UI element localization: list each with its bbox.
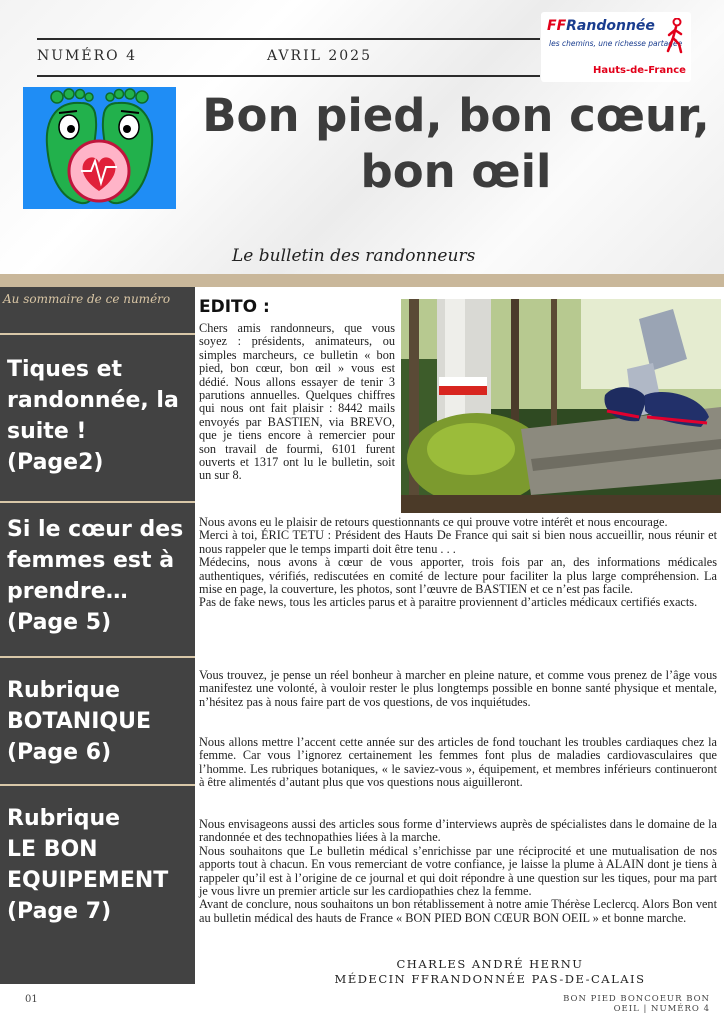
summary-item-line: Tiques et	[7, 357, 123, 382]
edito-title: EDITO :	[199, 297, 270, 317]
summary-item-page: (Page 5)	[7, 610, 112, 635]
summary-item-line: Rubrique	[7, 678, 121, 703]
summary-item-line: prendre…	[7, 579, 128, 604]
page-number: 01	[25, 994, 38, 1005]
hiking-photo	[401, 299, 721, 513]
title-line-1: Bon pied, bon cœur,	[202, 89, 710, 142]
ffrandonnee-logo	[541, 12, 691, 82]
masthead	[0, 0, 724, 275]
summary-item-line: Si le cœur des	[7, 517, 184, 542]
sidebar-divider	[0, 656, 195, 658]
masthead-rule-top	[37, 38, 540, 40]
summary-item-botanique[interactable]	[7, 675, 195, 768]
footer-line: BON PIED BONCOEUR BON	[563, 994, 710, 1004]
edito-paragraph: Pas de fake news, tous les articles parus et à paraitre proviennent d’articles médicaux certifiés exacts.	[199, 595, 698, 610]
summary-item-line: EQUIPEMENT	[7, 868, 169, 893]
edito-block-4	[199, 818, 717, 925]
logo-slogan: les chemins, une richesse partagée	[549, 39, 683, 48]
edito-paragraph: Nous avons eu le plaisir de retours questionnants ce qui prouve votre intérêt et nous encourage.	[199, 515, 668, 529]
newsletter-title	[188, 88, 724, 200]
summary-item-line: BOTANIQUE	[7, 709, 151, 734]
footer-line: OEIL | NUMÉRO 4	[613, 1004, 710, 1014]
edito-paragraph: Avant de conclure, nous souhaitons un bon rétablissement à notre amie Thérèse Leclercq. Alors Bon vent au bulletin médical des hauts de France « BON PIED BON CŒUR BON OEIL » et bonne marche.	[199, 897, 717, 925]
summary-item-line: LE BON	[7, 837, 98, 862]
footer-running-title	[520, 994, 710, 1014]
edito-paragraph: Médecins, nous avons à cœur de vous apporter, trois fois par an, des informations médicales authentiques, vérifiés, rediscutées en comité de lecture pour faciliter la plus large compréhension. La mise en page, la couverture, les photos, sont l’œuvre de BASTIEN et ce n’est pas facile.	[199, 555, 717, 597]
header-divider-band	[0, 274, 724, 287]
logo-ff: FF	[547, 18, 567, 34]
summary-item-page: (Page2)	[7, 450, 104, 475]
summary-item-page: (Page 7)	[7, 899, 112, 924]
masthead-rule-bottom	[37, 75, 540, 77]
edito-block-2	[199, 669, 717, 709]
summary-item-womens-heart[interactable]	[7, 514, 195, 638]
summary-item-ticks[interactable]	[7, 354, 195, 478]
edito-intro: Chers amis randonneurs, que vous soyez : présidents, animateurs, ou simples marcheurs, ce bulletin « bon pied, bon cœur, bon œil » vous est dédié. Nous allons essayer de tenir 3 parutions annuelles. Quelques chiffres qui nous ont fait plaisir : 8442 mails envoyés par BASTIEN, via BREVO, que je tiens encore à remercier pour son travail de fourmi, 6101 furent ouverts et 1317 ont lu le bulletin, soit un sur 8.	[199, 321, 395, 483]
logo-randonnee: Randonnée	[566, 18, 655, 34]
summary-item-line: femmes est à	[7, 548, 175, 573]
logo-region: Hauts-de-France	[593, 65, 686, 76]
edito-signature	[300, 957, 680, 987]
title-line-2: bon œil	[360, 145, 552, 198]
summary-item-equipement[interactable]	[7, 803, 195, 927]
sidebar-divider	[0, 501, 195, 503]
edito-paragraph: Nous envisageons aussi des articles sous forme d’interviews auprès de spécialistes dans le domaine de la randonnée et des technopathies liées à la marche.	[199, 817, 717, 845]
summary-item-page: (Page 6)	[7, 740, 112, 765]
sidebar-divider	[0, 784, 195, 786]
edito-paragraph: Nous souhaitons que Le bulletin médical s’enrichisse par une réciprocité et une mutualisation de nos apports tout à chacun. En vous remerciant de votre confiance, je laisse la plume à ALAIN dont je tiens à rappeler qu’il est à l’origine de ce journal et qui doit répondre à une question sur les tiques, pour ma part je vous livre un premier article sur les cardiopathies chez la femme.	[199, 843, 717, 899]
forest-trail-photo	[401, 299, 721, 513]
issue-number: NUMÉRO 4	[37, 48, 137, 64]
edito-block-1	[199, 516, 717, 610]
summary-item-line: randonnée, la	[7, 388, 179, 413]
signature-role: MÉDECIN FFRANDONNÉE PAS-DE-CALAIS	[334, 972, 646, 986]
summary-item-line: suite !	[7, 419, 87, 444]
newsletter-tagline: Le bulletin des randonneurs	[232, 246, 476, 266]
summary-heading: Au sommaire de ce numéro	[3, 292, 171, 306]
edito-paragraph: Vous trouvez, je pense un réel bonheur à marcher en pleine nature, et comme vous prenez de l’âge vous manifestez une volonté, à vouloir rester le plus longtemps possible en bonne santé physique et mentale, n’hésitez pas à nous faire part de vos questions, de vos inquiétudes.	[199, 668, 717, 709]
signature-name: CHARLES ANDRÉ HERNU	[396, 957, 584, 971]
edito-paragraph: Nous allons mettre l’accent cette année sur des articles de fond touchant les troubles cardiaques chez la femme. Car vous l’ignorez certainement les femmes font plus de maladies cardiovasculaires que l’homme. Les rubriques botaniques, « le saviez-vous », équipement, et membres inférieurs continueront à être alimentés d’autant plus que vos questions nous aiguilleront.	[199, 735, 717, 790]
hiker-icon	[665, 18, 685, 54]
summary-item-line: Rubrique	[7, 806, 121, 831]
logo-brand	[547, 18, 655, 34]
mascot-illustration	[23, 87, 176, 209]
mascot-feet-heart-icon	[23, 87, 176, 209]
edito-paragraph: Merci à toi, ÉRIC TETU : Président des Hauts De France qui sait si bien nous accueillir, nous réunir et nous rappeler que le temps imparti doit être tenu . . .	[199, 528, 717, 556]
edito-block-3	[199, 736, 717, 790]
sidebar-divider	[0, 333, 195, 335]
issue-date: AVRIL 2025	[267, 48, 372, 64]
